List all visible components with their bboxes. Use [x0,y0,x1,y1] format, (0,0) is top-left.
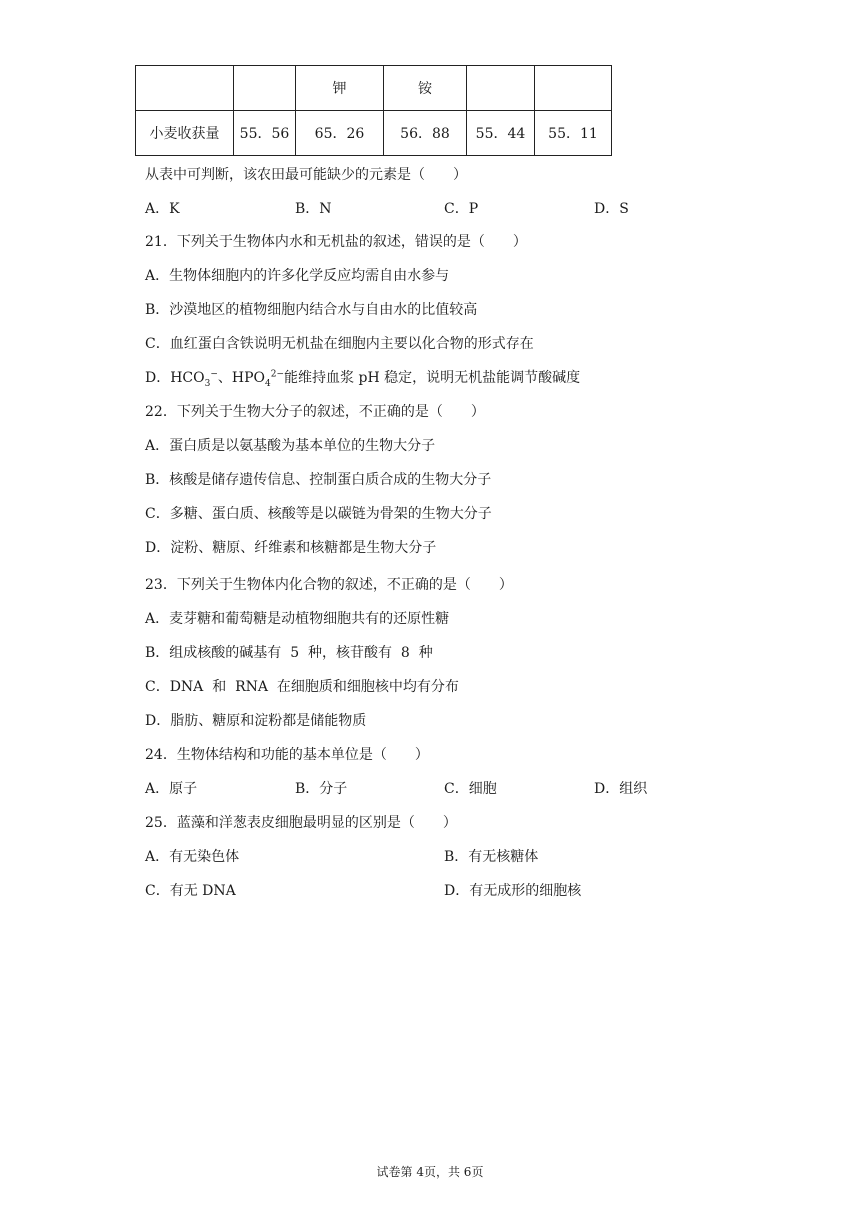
q24-option-b: B．分子 [295,781,348,797]
q23-option-a: A．麦芽糖和葡萄糖是动植物细胞共有的还原性糖 [145,611,450,627]
q21-d-text: 能维持血浆 pH 稳定，说明无机盐能调节酸碱度 [284,370,581,386]
q21-stem: 21．下列关于生物体内水和无机盐的叙述，错误的是（ ） [145,234,527,250]
q25-option-b: B．有无核糖体 [444,849,539,865]
q21-d-sub: 4 [265,378,271,389]
q23-stem: 23．下列关于生物体内化合物的叙述，不正确的是（ ） [145,577,513,593]
table-cell [467,66,535,111]
q25-option-d: D．有无成形的细胞核 [444,883,582,899]
q21-d-sup: 2− [270,369,285,380]
q21-d-sub: 3 [204,378,211,389]
q24-option-a: A．原子 [145,781,198,797]
q23-option-b: B．组成核酸的碱基有 5 种，核苷酸有 8 种 [145,645,433,661]
q20-option-d: D．S [594,201,629,217]
q24-option-c: C．细胞 [444,781,497,797]
q22-option-a: A．蛋白质是以氨基酸为基本单位的生物大分子 [145,438,436,454]
q25-option-a: A．有无染色体 [145,849,240,865]
table-cell: 55．56 [234,111,296,156]
q20-stem: 从表中可判断，该农田最可能缺少的元素是（ ） [145,167,467,183]
q22-option-d: D．淀粉、糖原、纤维素和核糖都是生物大分子 [145,540,437,556]
q20-option-a: A．K [145,201,180,217]
q21-d-text: 、HPO [217,370,266,386]
q20-option-b: B．N [295,201,332,217]
table-cell: 铵 [384,66,467,111]
table-cell [136,66,234,111]
q25-option-c: C．有无 DNA [145,883,236,899]
table-cell: 55．11 [535,111,612,156]
q21-option-c: C．血红蛋白含铁说明无机盐在细胞内主要以化合物的形式存在 [145,336,534,352]
q22-option-c: C．多糖、蛋白质、核酸等是以碳链为骨架的生物大分子 [145,506,492,522]
table-header-row [136,66,612,111]
q22-option-b: B．核酸是储存遗传信息、控制蛋白质合成的生物大分子 [145,472,492,488]
table-cell: 小麦收获量 [136,111,234,156]
q21-option-d [145,369,580,387]
table-cell [234,66,296,111]
q21-option-b: B．沙漠地区的植物细胞内结合水与自由水的比值较高 [145,302,478,318]
q22-stem: 22．下列关于生物大分子的叙述，不正确的是（ ） [145,404,485,420]
q24-option-d: D．组织 [594,781,648,797]
q23-option-c: C．DNA 和 RNA 在细胞质和细胞核中均有分布 [145,679,459,695]
q21-d-text: D．HCO [145,370,205,386]
table-cell: 55．44 [467,111,535,156]
fertilizer-table [135,65,612,156]
table-cell: 钾 [296,66,384,111]
page-footer: 试卷第 4页，共 6页 [376,1165,484,1179]
q21-d-sup: − [210,369,218,380]
table-cell: 65．26 [296,111,384,156]
q25-stem: 25．蓝藻和洋葱表皮细胞最明显的区别是（ ） [145,815,457,831]
table-row [136,111,612,156]
table-cell: 56．88 [384,111,467,156]
q20-option-c: C．P [444,201,479,217]
q24-stem: 24．生物体结构和功能的基本单位是（ ） [145,747,429,763]
table-cell [535,66,612,111]
q23-option-d: D．脂肪、糖原和淀粉都是储能物质 [145,713,367,729]
q21-option-a: A．生物体细胞内的许多化学反应均需自由水参与 [145,268,450,284]
